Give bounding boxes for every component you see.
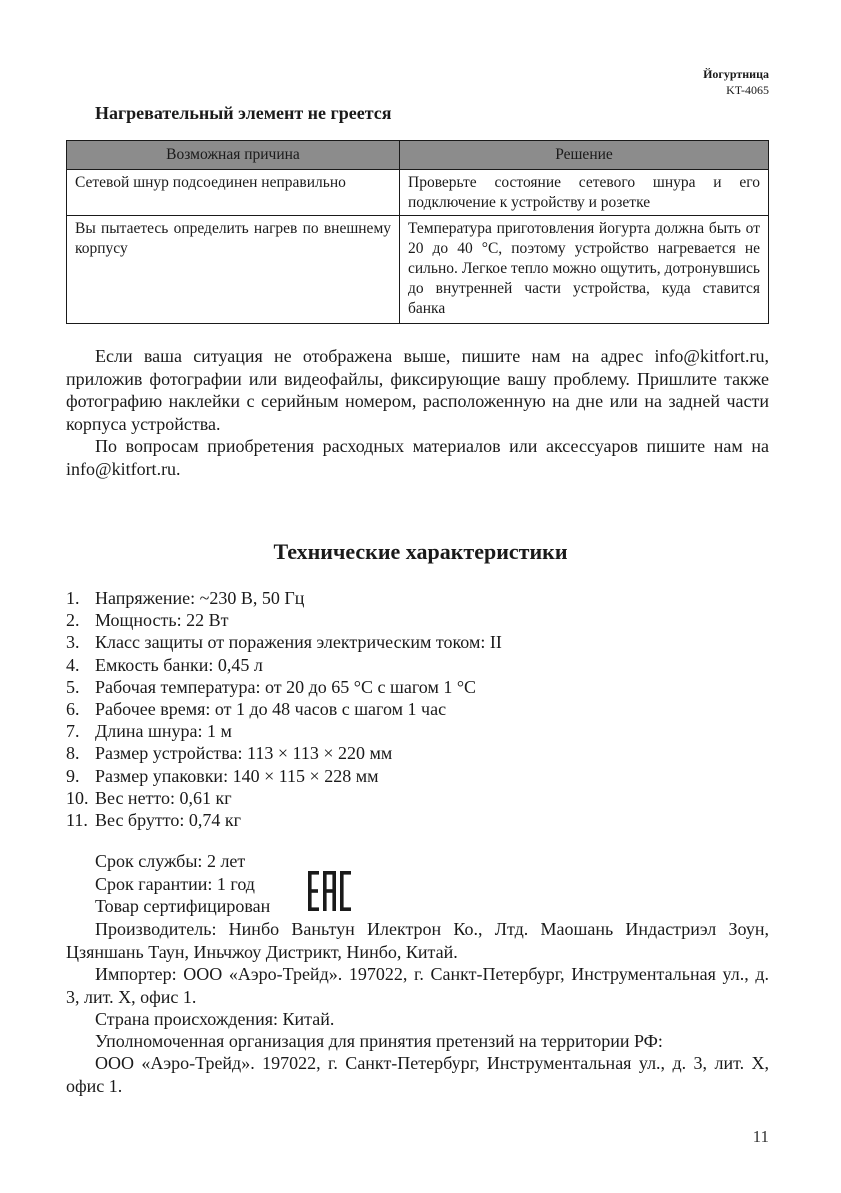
troubleshooting-table xyxy=(66,140,769,324)
spec-list xyxy=(66,587,502,831)
solution-cell: Температура приготовления йогурта должна быть от 20 до 40 °С, поэтому устройство нагревается не сильно. Легкое тепло можно ощутить, дотронувшись до внутренней части устройства, куда ставится банка xyxy=(400,216,769,324)
certified-note: Товар сертифицирован xyxy=(95,896,271,916)
accessories-paragraph: По вопросам приобретения расходных материалов или аксессуаров пишите нам на info@kitfort.ru. xyxy=(66,436,769,479)
spec-text: Вес нетто: 0,61 кг xyxy=(95,787,232,808)
spec-text: Мощность: 22 Вт xyxy=(95,610,229,631)
list-item xyxy=(66,654,502,676)
spec-number: 3. xyxy=(66,632,80,653)
spec-text: Длина шнура: 1 м xyxy=(95,721,232,742)
spec-number: 9. xyxy=(66,765,80,786)
spec-number: 1. xyxy=(66,588,80,608)
solution-cell: Проверьте состояние сетевого шнура и его подключение к устройству и розетке xyxy=(400,170,769,216)
spec-number: 5. xyxy=(66,676,80,697)
section-title: Нагревательный элемент не греется xyxy=(95,103,392,123)
importer-paragraph: Импортер: ООО «Аэро-Трейд». 197022, г. Санкт-Петербург, Инструментальная ул., д. 3, лит. Х, офис 1. xyxy=(66,964,769,1007)
eac-icon xyxy=(308,871,352,911)
list-item xyxy=(66,587,502,609)
spec-number: 8. xyxy=(66,743,80,764)
column-header-solution: Решение xyxy=(400,141,769,170)
list-item xyxy=(66,765,502,787)
list-item xyxy=(66,787,502,809)
spec-number: 2. xyxy=(66,610,80,631)
header-title: Йогуртница xyxy=(703,67,769,81)
spec-text: Рабочая температура: от 20 до 65 °С с шагом 1 °С xyxy=(95,676,477,697)
cause-cell: Вы пытаетесь определить нагрев по внешнему корпусу xyxy=(67,216,400,324)
spec-number: 11. xyxy=(66,810,88,831)
manufacturer-paragraph: Производитель: Нинбо Ваньтун Илектрон Ко., Лтд. Маошань Индастриэл Зоун, Цзяншань Таун, Иньчжоу Дистрикт, Нинбо, Китай. xyxy=(66,919,769,962)
list-item xyxy=(66,698,502,720)
spec-text: Размер устройства: 113 × 113 × 220 мм xyxy=(95,743,393,764)
contact-paragraph: Если ваша ситуация не отображена выше, пишите нам на адрес info@kitfort.ru, приложив фотографии или видеофайлы, фиксирующие вашу проблему. Пришлите также фотографию наклейки с серийным номером, расположенную на дне или на задней части корпуса устройства. xyxy=(66,346,769,434)
warranty-block xyxy=(95,850,270,918)
spec-text: Размер упаковки: 140 × 115 × 228 мм xyxy=(95,765,379,786)
authorized-org-label: Уполномоченная организация для принятия претензий на территории РФ: xyxy=(95,1031,663,1051)
list-item xyxy=(66,742,502,764)
header-model: KT-4065 xyxy=(726,83,769,97)
list-item xyxy=(66,720,502,742)
page-number: 11 xyxy=(752,1127,769,1146)
spec-text: Емкость банки: 0,45 л xyxy=(95,654,263,675)
table-row xyxy=(67,216,769,324)
spec-text: Напряжение: ~230 В, 50 Гц xyxy=(95,588,305,608)
column-header-cause: Возможная причина xyxy=(67,141,400,170)
table-header-row xyxy=(67,141,769,170)
list-item xyxy=(66,809,502,831)
page-header xyxy=(703,66,769,98)
list-item xyxy=(66,676,502,698)
service-life: Срок службы: 2 лет xyxy=(95,851,246,871)
spec-number: 7. xyxy=(66,721,80,742)
list-item xyxy=(66,631,502,653)
tech-specs-title: Технические характеристики xyxy=(273,539,568,564)
warranty-period: Срок гарантии: 1 год xyxy=(95,873,255,894)
spec-number: 4. xyxy=(66,654,80,675)
spec-text: Рабочее время: от 1 до 48 часов с шагом 1 час xyxy=(95,699,447,720)
spec-number: 6. xyxy=(66,699,80,720)
table-row xyxy=(67,170,769,216)
origin-paragraph: Страна происхождения: Китай. xyxy=(95,1009,335,1029)
spec-number: 10. xyxy=(66,787,89,808)
spec-text: Вес брутто: 0,74 кг xyxy=(95,810,241,831)
cause-cell: Сетевой шнур подсоединен неправильно xyxy=(67,170,400,216)
spec-text: Класс защиты от поражения электрическим током: II xyxy=(95,632,502,653)
authorized-org-paragraph: ООО «Аэро-Трейд». 197022, г. Санкт-Петербург, Инструментальная ул., д. 3, лит. Х, офис 1. xyxy=(66,1053,769,1096)
list-item xyxy=(66,609,502,631)
